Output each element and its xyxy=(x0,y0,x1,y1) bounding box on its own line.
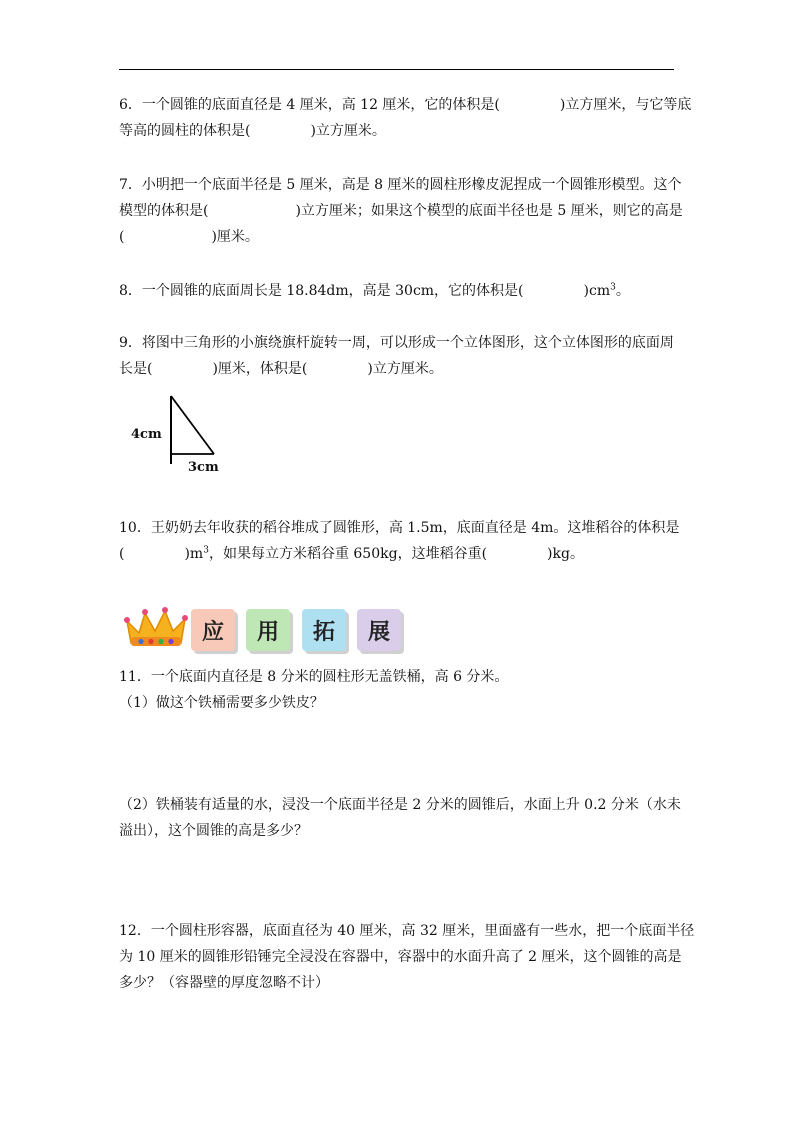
banner-tile-tuo: 拓 xyxy=(302,609,346,651)
q12-line2: 为 10 厘米的圆锥形铅锤完全浸没在容器中，容器中的水面升高了 2 厘米，这个圆锥的高是 xyxy=(119,949,682,965)
q11-sub1: （1）做这个铁桶需要多少铁皮？ xyxy=(119,695,324,711)
q11-stem: 11．一个底面内直径是 8 分米的圆柱形无盖铁桶，高 6 分米。 xyxy=(119,669,509,685)
banner-tile-yong: 用 xyxy=(246,609,290,651)
q9-line2: 长是( )厘米，体积是( )立方厘米。 xyxy=(119,361,443,377)
crown-icon xyxy=(121,603,191,653)
base-label: 3cm xyxy=(188,460,219,475)
q11-sub2-line1: （2）铁桶装有适量的水，浸没一个底面半径是 2 分米的圆锥后，水面上升 0.2 分米（水未 xyxy=(119,797,681,813)
section-banner xyxy=(121,603,401,653)
q6-line1: 6．一个圆锥的底面直径是 4 厘米，高 12 厘米，它的体积是( )立方厘米，与它等底 xyxy=(119,97,692,113)
q7-line2: 模型的体积是( )立方厘米；如果这个模型的底面半径也是 5 厘米，则它的高是 xyxy=(119,203,683,219)
header-rule xyxy=(119,69,674,70)
banner-tile-ying: 应 xyxy=(191,609,235,651)
flag-triangle-figure xyxy=(128,388,238,478)
q10-line2: ( )$m^3$，如果每立方米稻谷重 650kg，这堆稻谷重( )kg。 xyxy=(119,545,584,562)
q12-line3: 多少？（容器壁的厚度忽略不计） xyxy=(119,975,329,991)
q10-line1: 10．王奶奶去年收获的稻谷堆成了圆锥形，高 1.5m，底面直径是 4m。这堆稻谷的体积是 xyxy=(119,520,680,536)
q7-line3: ( )厘米。 xyxy=(119,229,259,245)
banner-tile-zhan: 展 xyxy=(357,609,401,651)
q6-line2: 等高的圆柱的体积是( )立方厘米。 xyxy=(119,123,386,139)
q12-line1: 12．一个圆柱形容器，底面直径为 40 厘米，高 32 厘米，里面盛有一些水，把一个底面半径 xyxy=(119,923,695,939)
q11-sub2-line2: 溢出），这个圆锥的高是多少？ xyxy=(119,823,308,839)
height-label: 4cm xyxy=(131,427,162,442)
q9-line1: 9．将图中三角形的小旗绕旗杆旋转一周，可以形成一个立体图形，这个立体图形的底面周 xyxy=(119,335,674,351)
q8-line1: 8．一个圆锥的底面周长是 18.84dm，高是 30cm，它的体积是( )$cm^3$。 xyxy=(119,282,630,299)
q7-line1: 7．小明把一个底面半径是 5 厘米，高是 8 厘米的圆柱形橡皮泥捏成一个圆锥形模型。这个 xyxy=(119,177,682,193)
